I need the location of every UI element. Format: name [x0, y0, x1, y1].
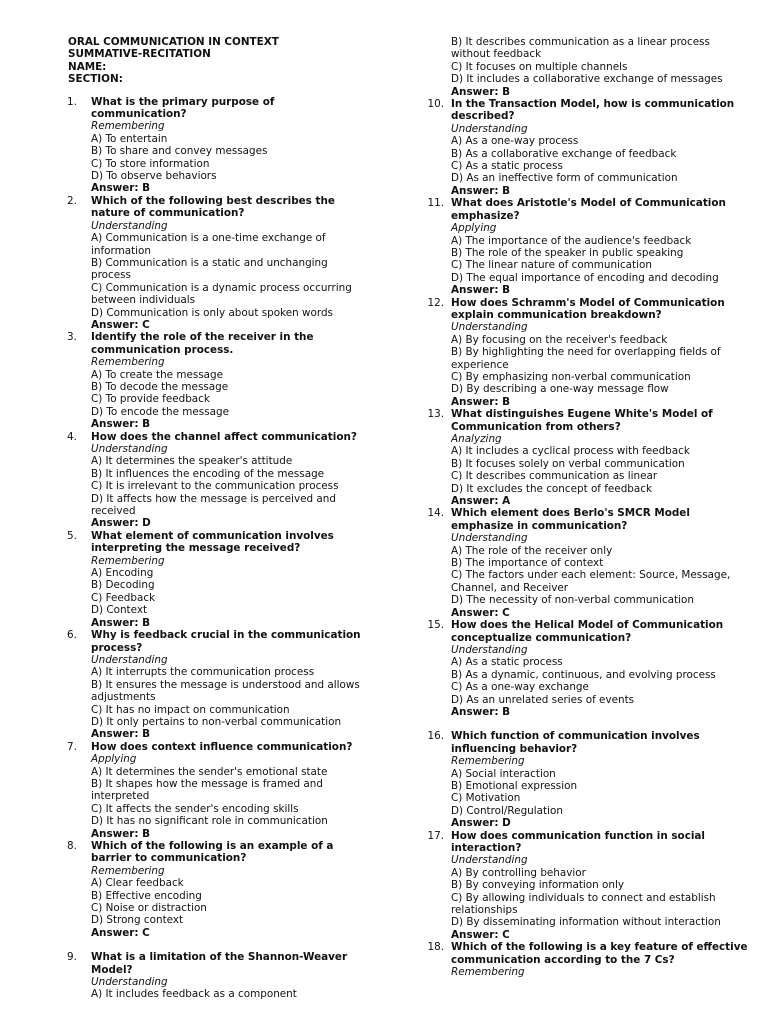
cognitive-level: Remembering: [91, 554, 165, 567]
answer: Answer: B: [91, 182, 151, 195]
question-number: 11.: [427, 197, 444, 210]
answer: Answer: B: [451, 705, 511, 718]
question-stem: Identify the role of the receiver in the communication process.: [91, 331, 314, 356]
option: A) To entertain: [91, 132, 168, 145]
option: A) It determines the sender's emotional state: [91, 765, 328, 778]
question-stem: Which of the following is an example of a barrier to communication?: [91, 840, 334, 865]
cognitive-level: Understanding: [91, 653, 168, 666]
cognitive-level: Understanding: [91, 219, 168, 232]
question-number: 8.: [67, 840, 77, 852]
option: B) It ensures the message is understood and allows adjustments: [91, 678, 360, 704]
option: A) It includes a cyclical process with feedback: [451, 445, 690, 458]
answer: Answer: B: [91, 418, 151, 431]
option: D) By disseminating information without interaction: [451, 916, 721, 929]
option: C) By allowing individuals to connect and establish relationships: [451, 891, 716, 917]
option: C) It is irrelevant to the communication process: [91, 480, 339, 493]
question-number: 14.: [427, 507, 444, 520]
option: D) Control/Regulation: [451, 804, 563, 817]
question-list-left: [68, 96, 364, 1001]
cognitive-level: Understanding: [91, 976, 168, 989]
option: D) It excludes the concept of feedback: [451, 482, 653, 495]
answer: Answer: B: [451, 85, 511, 98]
option: C) It describes communication as linear: [451, 470, 658, 483]
answer: Answer: C: [91, 926, 150, 939]
right-column: [428, 36, 750, 978]
option: B) The importance of context: [451, 557, 604, 570]
question-9-continued: [428, 36, 750, 98]
option: D) To encode the message: [91, 405, 229, 418]
question-stem: Why is feedback crucial in the communication process?: [91, 629, 361, 654]
question-item: [428, 941, 750, 978]
question-item: [68, 431, 364, 530]
cognitive-level: Remembering: [91, 120, 165, 133]
question-item: [428, 730, 750, 829]
option: B) Emotional expression: [451, 779, 578, 792]
option: B) As a dynamic, continuous, and evolving process: [451, 668, 716, 681]
left-column: [68, 36, 364, 1001]
question-stem: What does Aristotle's Model of Communication emphasize?: [451, 197, 726, 222]
question-number: 10.: [427, 98, 444, 111]
option: A) By focusing on the receiver's feedback: [451, 333, 668, 346]
name-label: NAME:: [68, 60, 107, 73]
question-item: [68, 96, 364, 195]
option: D) It affects how the message is perceived and received: [91, 492, 336, 518]
question-number: 16.: [427, 730, 444, 743]
question-number: 7.: [67, 740, 77, 753]
option: D) It only pertains to non-verbal communication: [91, 715, 342, 728]
answer: Answer: C: [451, 606, 510, 619]
option: B) By highlighting the need for overlapping fields of experience: [451, 346, 721, 371]
spacer: [68, 939, 364, 951]
question-stem: What element of communication involves interpreting the message received?: [91, 529, 334, 555]
question-number: 4.: [67, 430, 77, 443]
cognitive-level: Understanding: [451, 122, 528, 135]
question-item: [428, 98, 750, 197]
question-number: 9.: [67, 951, 77, 964]
question-number: 17.: [427, 829, 444, 842]
answer: Answer: B: [91, 728, 151, 741]
question-stem: Which function of communication involves influencing behavior?: [451, 730, 700, 755]
question-stem: What is the primary purpose of communication?: [91, 95, 275, 121]
cognitive-level: Remembering: [451, 755, 525, 768]
option: C) It focuses on multiple channels: [451, 60, 628, 73]
question-stem: In the Transaction Model, how is communication described?: [451, 98, 735, 123]
option: D) It includes a collaborative exchange of messages: [451, 73, 723, 86]
question-item: [428, 408, 750, 507]
answer: Answer: A: [451, 495, 511, 508]
question-item: [428, 619, 750, 718]
question-stem: How does the Helical Model of Communication conceptualize communication?: [451, 619, 724, 644]
question-number: 15.: [427, 619, 444, 632]
answer: Answer: B: [91, 616, 151, 629]
answer: Answer: D: [451, 817, 511, 830]
option: D) By describing a one-way message flow: [451, 383, 669, 396]
option: B) By conveying information only: [451, 879, 625, 892]
question-list-right: [428, 98, 750, 978]
option: D) The equal importance of encoding and decoding: [451, 271, 719, 284]
question-item: [68, 629, 364, 741]
option: B) To share and convey messages: [91, 145, 268, 158]
option: B) It focuses solely on verbal communication: [451, 457, 685, 470]
question-item: [68, 530, 364, 629]
option: C) The factors under each element: Source, Message, Channel, and Receiver: [451, 569, 731, 594]
option: C) To provide feedback: [91, 393, 210, 406]
cognitive-level: Applying: [451, 222, 497, 235]
option: C) The linear nature of communication: [451, 259, 652, 272]
option: D) To observe behaviors: [91, 170, 217, 183]
option: A) It includes feedback as a component: [91, 988, 297, 1001]
question-stem: How does the channel affect communication?: [91, 430, 357, 443]
cognitive-level: Remembering: [91, 864, 165, 877]
cognitive-level: Understanding: [91, 443, 168, 455]
question-number: 1.: [67, 95, 77, 108]
option: A) As a one-way process: [451, 135, 579, 148]
document-title: ORAL COMMUNICATION IN CONTEXT: [68, 36, 279, 48]
option: A) As a static process: [451, 656, 563, 669]
cognitive-level: Understanding: [451, 321, 528, 334]
option: A) Social interaction: [451, 767, 556, 780]
option: C) As a one-way exchange: [451, 681, 589, 694]
question-stem: How does communication function in social interaction?: [451, 829, 705, 854]
question-stem: How does Schramm's Model of Communication explain communication breakdown?: [451, 296, 725, 321]
option: C) Noise or distraction: [91, 902, 207, 915]
cognitive-level: Understanding: [451, 854, 528, 867]
answer: Answer: B: [451, 284, 511, 297]
option: B) It shapes how the message is framed and interpreted: [91, 777, 323, 803]
answer: Answer: B: [451, 395, 511, 408]
option: D) Strong context: [91, 914, 184, 927]
option: C) Communication is a dynamic process occurring between individuals: [91, 281, 352, 307]
option: A) By controlling behavior: [451, 866, 586, 879]
option: A) Encoding: [91, 567, 154, 580]
option: B) Decoding: [91, 579, 155, 592]
cognitive-level: Remembering: [451, 966, 525, 979]
option: B) Communication is a static and unchanging process: [91, 256, 328, 282]
question-number: 13.: [427, 408, 444, 421]
option: C) It affects the sender's encoding skills: [91, 802, 299, 815]
cognitive-level: Understanding: [451, 643, 528, 656]
question-item: [68, 195, 364, 331]
answer: Answer: D: [91, 517, 151, 530]
question-item: [428, 197, 750, 296]
question-item: [68, 840, 364, 939]
section-label: SECTION:: [68, 73, 123, 86]
option: D) It has no significant role in communication: [91, 815, 328, 828]
question-item: [68, 951, 364, 1001]
question-item: [428, 507, 750, 619]
option: B) It describes communication as a linear process without feedback: [451, 36, 710, 61]
option: A) The role of the receiver only: [451, 544, 613, 557]
option: B) It influences the encoding of the message: [91, 467, 325, 480]
option: A) Communication is a one-time exchange of information: [91, 232, 326, 257]
option: C) Feedback: [91, 591, 156, 604]
option: D) The necessity of non-verbal communication: [451, 594, 694, 607]
cognitive-level: Applying: [91, 753, 137, 766]
option: B) Effective encoding: [91, 889, 202, 902]
option: A) It determines the speaker's attitude: [91, 455, 293, 468]
option: D) As an unrelated series of events: [451, 693, 635, 706]
question-number: 12.: [427, 296, 444, 309]
cognitive-level: Remembering: [91, 356, 165, 369]
option: B) The role of the speaker in public speaking: [451, 246, 684, 259]
question-stem: How does context influence communication?: [91, 740, 353, 753]
option: C) To store information: [91, 157, 210, 170]
option: C) By emphasizing non-verbal communication: [451, 370, 691, 383]
cognitive-level: Analyzing: [451, 433, 502, 445]
question-stem: Which of the following is a key feature of effective communication according to the 7 Cs?: [451, 941, 748, 966]
question-number: 3.: [67, 331, 77, 344]
spacer: [428, 718, 750, 730]
option: C) Motivation: [451, 792, 521, 805]
question-item: [428, 297, 750, 409]
option: B) As a collaborative exchange of feedback: [451, 147, 677, 160]
question-item: [68, 331, 364, 430]
question-item: [68, 741, 364, 840]
document-subtitle: SUMMATIVE-RECITATION: [68, 48, 211, 61]
option: D) As an ineffective form of communication: [451, 172, 678, 185]
option: C) It has no impact on communication: [91, 703, 290, 716]
question-item: [428, 830, 750, 942]
option: A) Clear feedback: [91, 877, 184, 890]
question-stem: Which element does Berlo's SMCR Model emphasize in communication?: [451, 507, 690, 532]
option: A) It interrupts the communication process: [91, 666, 315, 679]
answer: Answer: C: [91, 318, 150, 331]
question-number: 5.: [67, 529, 77, 542]
question-number: 6.: [67, 629, 77, 642]
answer: Answer: C: [451, 928, 510, 941]
option: A) The importance of the audience's feedback: [451, 234, 692, 247]
option: B) To decode the message: [91, 380, 229, 393]
question-stem: Which of the following best describes the nature of communication?: [91, 194, 335, 220]
answer: Answer: B: [451, 184, 511, 197]
option: A) To create the message: [91, 368, 224, 381]
question-stem: What is a limitation of the Shannon-Weaver Model?: [91, 951, 348, 976]
cognitive-level: Understanding: [451, 532, 528, 545]
question-number: 18.: [427, 941, 444, 954]
question-number: 2.: [67, 194, 77, 207]
option: D) Context: [91, 604, 148, 617]
question-stem: What distinguishes Eugene White's Model of Communication from others?: [451, 408, 713, 433]
option: D) Communication is only about spoken words: [91, 306, 333, 319]
option: C) As a static process: [451, 160, 563, 173]
document-header: [68, 36, 364, 86]
answer: Answer: B: [91, 827, 151, 840]
